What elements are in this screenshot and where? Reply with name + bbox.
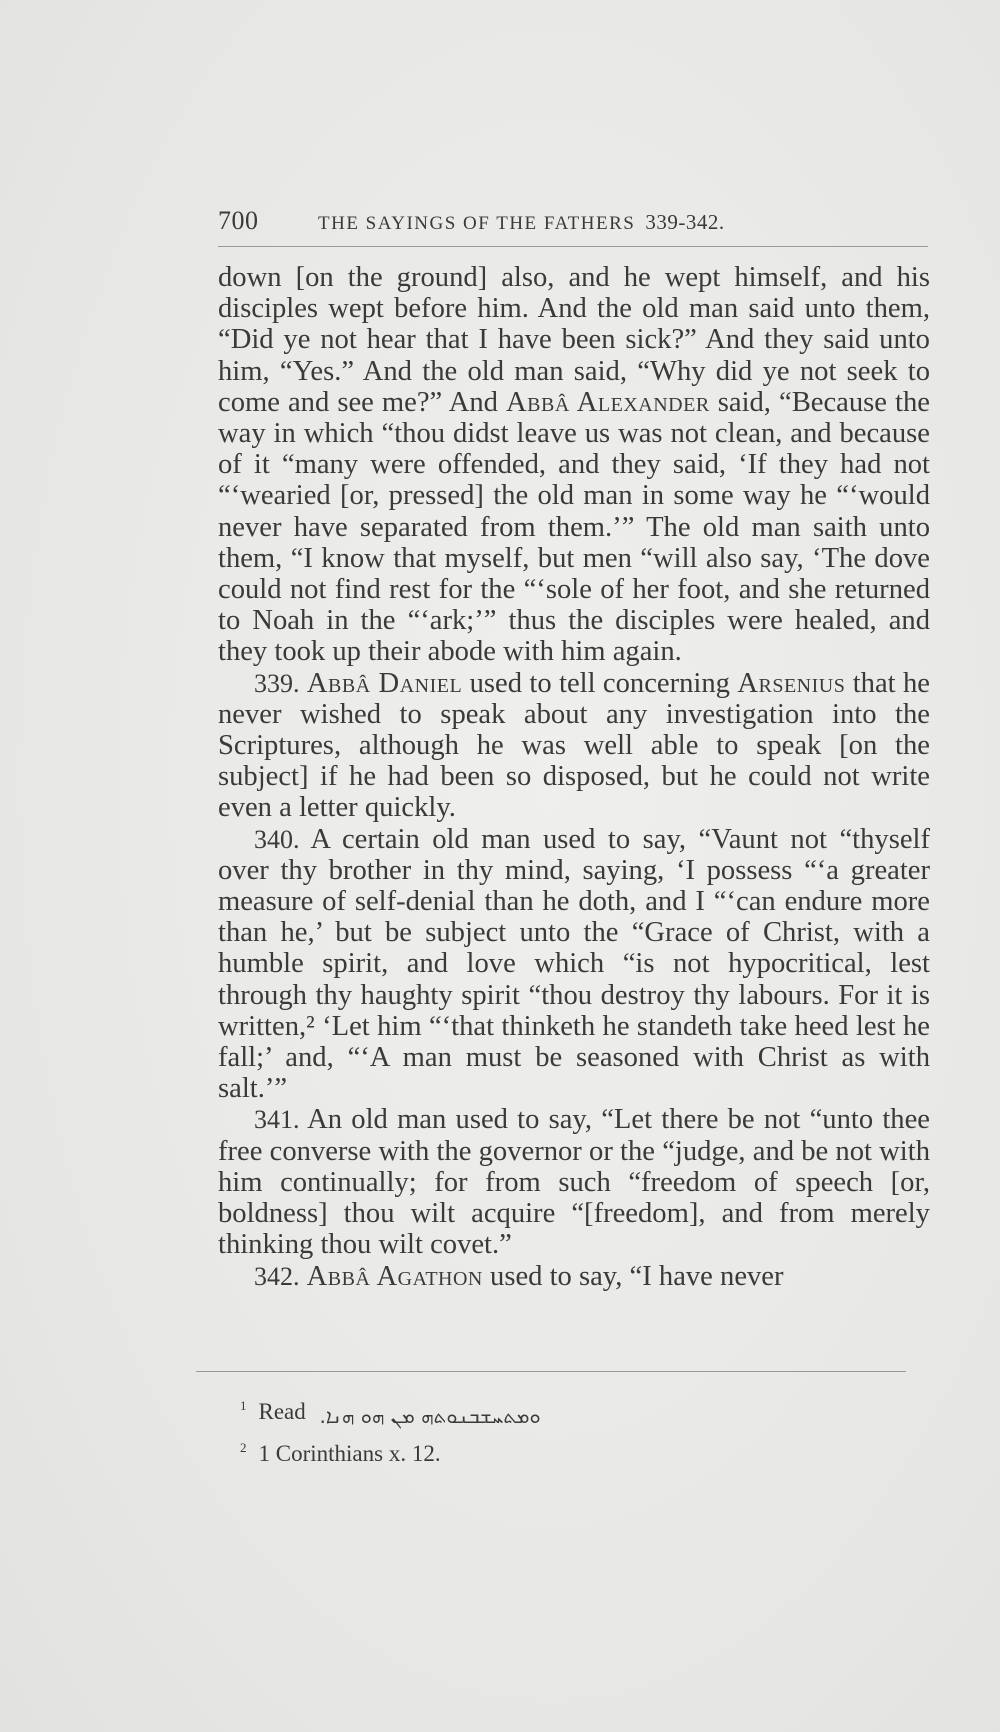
running-header <box>218 206 930 236</box>
person-name: Abbâ Agathon <box>306 1260 483 1292</box>
text-line: that he never wished to speak about any investigation <box>218 667 930 730</box>
saying-number: 342. <box>254 1261 300 1291</box>
text-line: “is not hypocritical, lest through thy haughty spirit <box>218 948 931 1011</box>
footnote-rule <box>196 1371 906 1372</box>
text-line: “‘can endure more than he,’ but be subject unto the <box>218 886 930 949</box>
footnote-text: 1 Corinthians x. 12. <box>258 1441 441 1466</box>
text-fragment: And <box>448 386 507 418</box>
main-text <box>218 262 930 1292</box>
text-line: “‘sole of her foot, and she returned to Noah in the <box>218 574 930 637</box>
person-name: Abbâ Daniel <box>306 667 463 699</box>
text-line: up their abode with him again. <box>332 636 682 668</box>
text-fragment: said, “Because the way in which <box>218 386 930 450</box>
saying-number: 339. <box>254 668 300 698</box>
text-line: [on the subject] if he had been so disposed, but he <box>218 730 930 793</box>
text-line: “freedom of speech [or, boldness] thou wilt acquire <box>218 1166 931 1230</box>
footnote-marker: 2 <box>240 1440 247 1455</box>
text-line: down [on the ground] also, and he wept himself, and <box>218 262 883 293</box>
text-line: “‘would never have separated from them.’” The old <box>218 480 930 543</box>
footnotes <box>240 1390 900 1470</box>
text-fragment: used to say, “I have never <box>482 1260 784 1292</box>
text-line: “‘that thinketh he standeth take heed lest he fall;’ and, <box>218 1010 930 1074</box>
text-line: And they said unto him, “Yes.” And the old man <box>218 324 930 387</box>
text-line: said, “Why did ye not seek to come and see me?” <box>218 355 931 418</box>
text-fragment: A certain old man used to say, “Vaunt not <box>299 823 827 855</box>
text-line: “‘a greater measure of self-denial than he doth, and I <box>218 854 931 918</box>
syriac-text: ܘܡܬܚܫܒܢܘܬܗ ܡܢ ܗܘ ܗܢܐ. <box>319 1404 541 1428</box>
text-line: “‘ark;’” thus the disciples were healed, and they took <box>218 605 930 668</box>
text-line: “will also say, ‘The dove could not find rest for the <box>218 542 930 606</box>
text-fragment: used to tell concerning <box>462 667 738 699</box>
person-name: Arsenius <box>737 667 846 699</box>
footnote-text: Read <box>258 1399 306 1424</box>
saying-342 <box>218 1261 930 1292</box>
header-rule <box>218 246 928 247</box>
text-line: “many were offended, and they said, ‘If they had not <box>281 449 930 481</box>
saying-341 <box>218 1104 930 1260</box>
footnote-marker: 1 <box>240 1398 247 1413</box>
text-line: into the Scriptures, although he was well able to speak <box>218 698 930 762</box>
text-line: could not write even a letter quickly. <box>218 761 930 824</box>
text-line: “‘A man must be seasoned with Christ as with salt.’” <box>218 1042 930 1105</box>
saying-number: 340. <box>254 824 300 854</box>
text-line: “thyself over thy brother in thy mind, saying, ‘I possess <box>218 823 930 886</box>
page-number: 700 <box>218 206 259 235</box>
text-line: “‘wearied [or, pressed] the old man in some way he <box>218 480 827 512</box>
saying-339 <box>218 668 930 824</box>
footnote-2 <box>240 1432 900 1470</box>
running-title: THE SAYINGS OF THE FATHERS <box>318 213 636 234</box>
text-fragment: An old man used to say, “Let there be not <box>299 1104 801 1136</box>
text-line: “Grace of Christ, with a humble spirit, and love which <box>218 917 930 980</box>
text-line: “judge, and be not with him continually; for from such <box>218 1135 930 1198</box>
text-line: “thou didst leave us was not clean, and because of it <box>218 418 930 481</box>
text-line: his disciples wept before him. And the old man said <box>218 262 930 325</box>
text-line: “thou destroy thy labours. For it is written,² ‘Let him <box>218 979 930 1042</box>
person-name: Abbâ Alexander <box>506 386 710 418</box>
paragraph-continuation <box>218 262 930 668</box>
saying-number: 341. <box>254 1105 300 1135</box>
section-range: 339-342. <box>645 210 725 234</box>
footnote-1 <box>240 1390 900 1432</box>
text-line: man saith unto them, “I know that myself, but men <box>218 511 930 574</box>
text-line: unto them, “Did ye not hear that I have been sick?” <box>218 293 930 356</box>
text-line: “[freedom], and from merely thinking thou wilt covet.” <box>218 1198 930 1261</box>
saying-340 <box>218 824 930 1105</box>
text-line: “unto thee free converse with the governor or the <box>218 1104 930 1167</box>
